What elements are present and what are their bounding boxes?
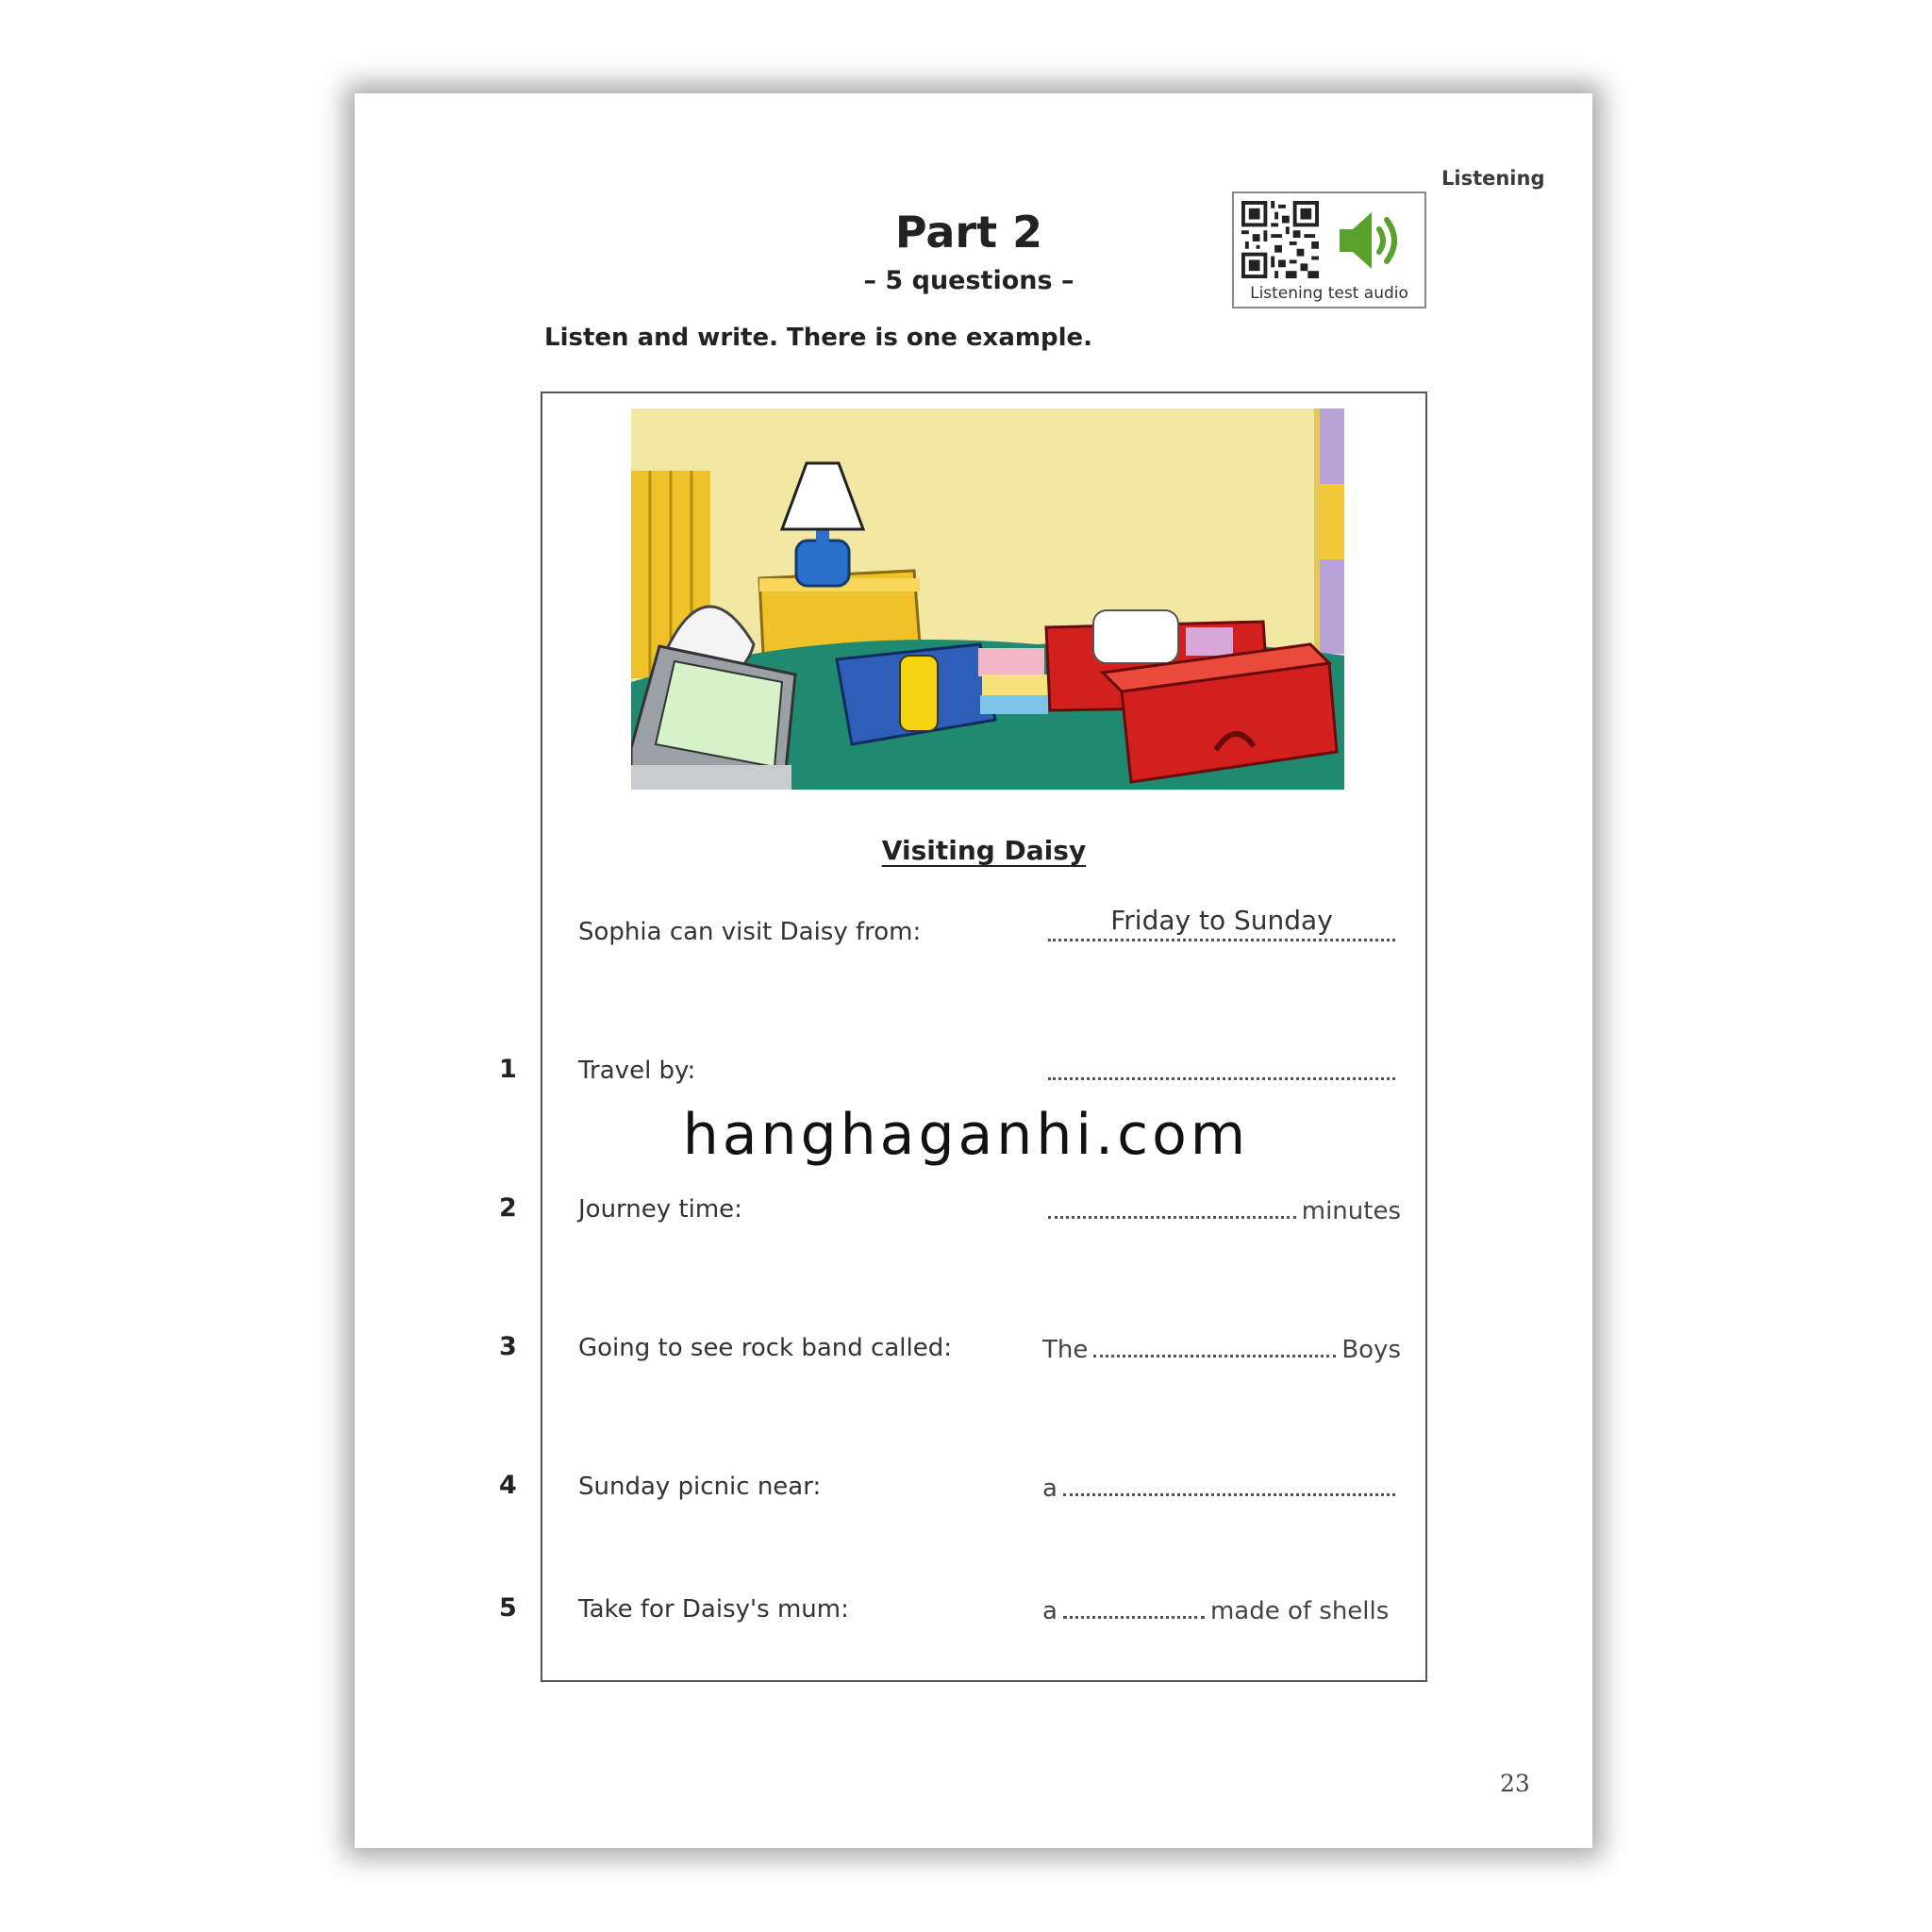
answer-line — [1042, 1057, 1401, 1080]
answer-blank[interactable] — [1063, 1595, 1205, 1619]
question-number: 4 — [499, 1471, 517, 1500]
answer-suffix: minutes — [1301, 1197, 1401, 1225]
qr-code-icon[interactable] — [1241, 201, 1319, 278]
page-number: 23 — [1500, 1770, 1530, 1797]
answer-prefix: The — [1042, 1336, 1089, 1364]
question-label: Going to see rock band called: — [578, 1334, 952, 1362]
answer-line — [1042, 1473, 1401, 1503]
speaker-icon[interactable] — [1336, 207, 1407, 275]
answer-blank[interactable] — [1048, 1057, 1395, 1080]
question-number: 5 — [499, 1593, 517, 1623]
watermark: hanghaganhi.com — [682, 1102, 1250, 1168]
section-label: Listening — [1441, 167, 1545, 190]
answer-suffix: Boys — [1341, 1336, 1401, 1364]
question-label: Take for Daisy's mum: — [578, 1595, 849, 1624]
example-label: Sophia can visit Daisy from: — [578, 918, 922, 946]
question-row — [499, 1186, 1425, 1233]
example-row — [542, 905, 1425, 956]
instruction: Listen and write. There is one example. — [544, 324, 1093, 352]
bedroom-illustration — [631, 408, 1344, 790]
question-number: 2 — [499, 1193, 517, 1223]
question-row — [499, 1463, 1425, 1510]
example-answer: Friday to Sunday — [1110, 905, 1333, 936]
part-title: Part 2 — [894, 207, 1043, 258]
question-label: Travel by: — [578, 1057, 696, 1085]
audio-caption: Listening test audio — [1250, 284, 1408, 303]
answer-suffix: made of shells — [1209, 1597, 1390, 1625]
worksheet-frame — [499, 391, 1427, 1682]
answer-line — [1042, 1595, 1401, 1625]
answer-blank — [1048, 905, 1395, 941]
part-subtitle: – 5 questions – — [863, 266, 1074, 295]
worksheet-title: Visiting Daisy — [881, 835, 1087, 866]
answer-blank[interactable] — [1093, 1334, 1336, 1357]
workbook-page — [355, 93, 1592, 1848]
answer-blank[interactable] — [1048, 1195, 1296, 1219]
question-row — [499, 1324, 1425, 1372]
answer-prefix: a — [1042, 1597, 1058, 1625]
question-number: 3 — [499, 1332, 517, 1361]
question-label: Journey time: — [578, 1195, 742, 1224]
audio-link-box[interactable] — [1232, 192, 1426, 308]
answer-prefix: a — [1042, 1474, 1058, 1503]
question-label: Sunday picnic near: — [578, 1473, 822, 1501]
answer-line — [1042, 1195, 1401, 1225]
example-answer-line — [1042, 905, 1401, 941]
question-row — [499, 1047, 1425, 1094]
answer-line — [1042, 1334, 1401, 1364]
answer-blank[interactable] — [1063, 1473, 1395, 1496]
question-row — [499, 1586, 1425, 1633]
question-number: 1 — [499, 1055, 517, 1084]
